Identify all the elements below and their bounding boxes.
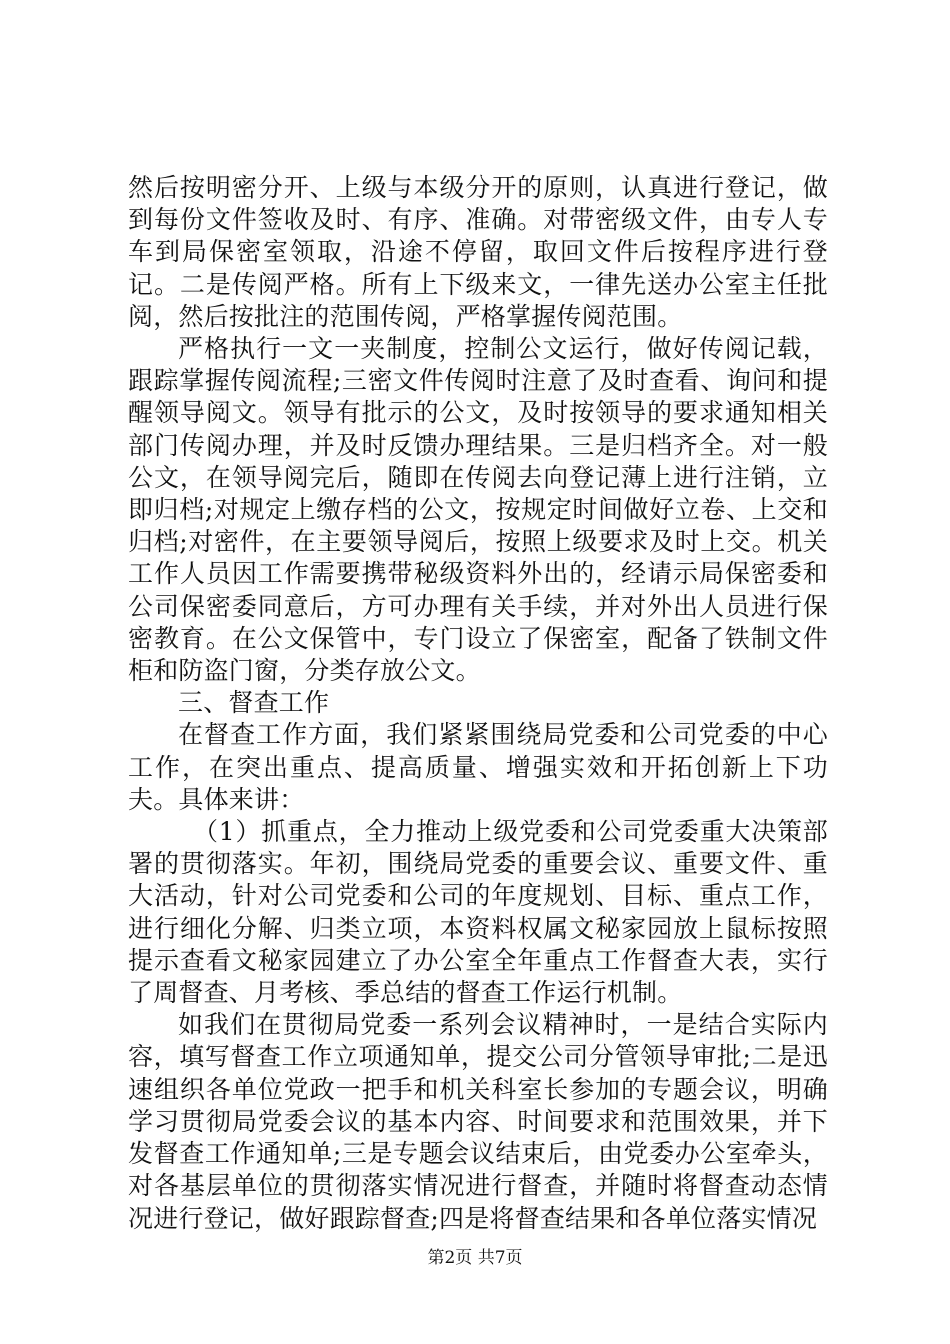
paragraph-6: 如我们在贯彻局党委一系列会议精神时，一是结合实际内容，填写督查工作立项通知单，提交公司分管领导审批;二是迅速组织各单位党政一把手和机关科室长参加的专题会议，明确学习贯彻局党委会议的基本内容、时间要求和范围效果，并下发督查工作通知单;三是专题会议结束后，由党委办公室牵头，对各基层单位的贯彻落实情况进行督查，并随时将督查动态情况进行登记，做好跟踪督查;四是将督查结果和各单位落实情况 (128, 1010, 828, 1233)
page-footer: 第2页 共7页 (427, 1248, 523, 1268)
paragraph-1: 然后按明密分开、上级与本级分开的原则，认真进行登记，做到每份文件签收及时、有序、准确。对带密级文件，由专人专车到局保密室领取，沿途不停留，取回文件后按程序进行登记。二是传阅严格。所有上下级来文，一律先送办公室主任批阅，然后按批注的范围传阅，严格掌握传阅范围。 (128, 173, 828, 331)
paragraph-2: 严格执行一文一夹制度，控制公文运行，做好传阅记载，跟踪掌握传阅流程;三密文件传阅时注意了及时查看、询问和提醒领导阅文。领导有批示的公文，及时按领导的要求通知相关部门传阅办理，并及时反馈办理结果。三是归档齐全。对一般公文，在领导阅完后，随即在传阅去向登记薄上进行注销，立即归档;对规定上缴存档的公文，按规定时间做好立卷、上交和归档;对密件，在主要领导阅后，按照上级要求及时上交。机关工作人员因工作需要携带秘级资料外出的，经请示局保密委和公司保密委同意后，方可办理有关手续，并对外出人员进行保密教育。在公文保管中，专门设立了保密室，配备了铁制文件柜和防盗门窗，分类存放公文。 (128, 334, 828, 686)
section-heading-supervision: 三、督查工作 (178, 688, 330, 718)
paragraph-5: （1）抓重点，全力推动上级党委和公司党委重大决策部署的贯彻落实。年初，围绕局党委的重要会议、重要文件、重大活动，针对公司党委和公司的年度规划、目标、重点工作，进行细化分解、归类立项，本资料权属文秘家园放上鼠标按照提示查看文秘家园建立了办公室全年重点工作督查大表，实行了周督查、月考核、季总结的督查工作运行机制。 (128, 817, 828, 1008)
document-body (128, 172, 828, 1235)
paragraph-4: 在督查工作方面，我们紧紧围绕局党委和公司党委的中心工作，在突出重点、提高质量、增强实效和开拓创新上下功夫。具体来讲： (128, 720, 828, 814)
